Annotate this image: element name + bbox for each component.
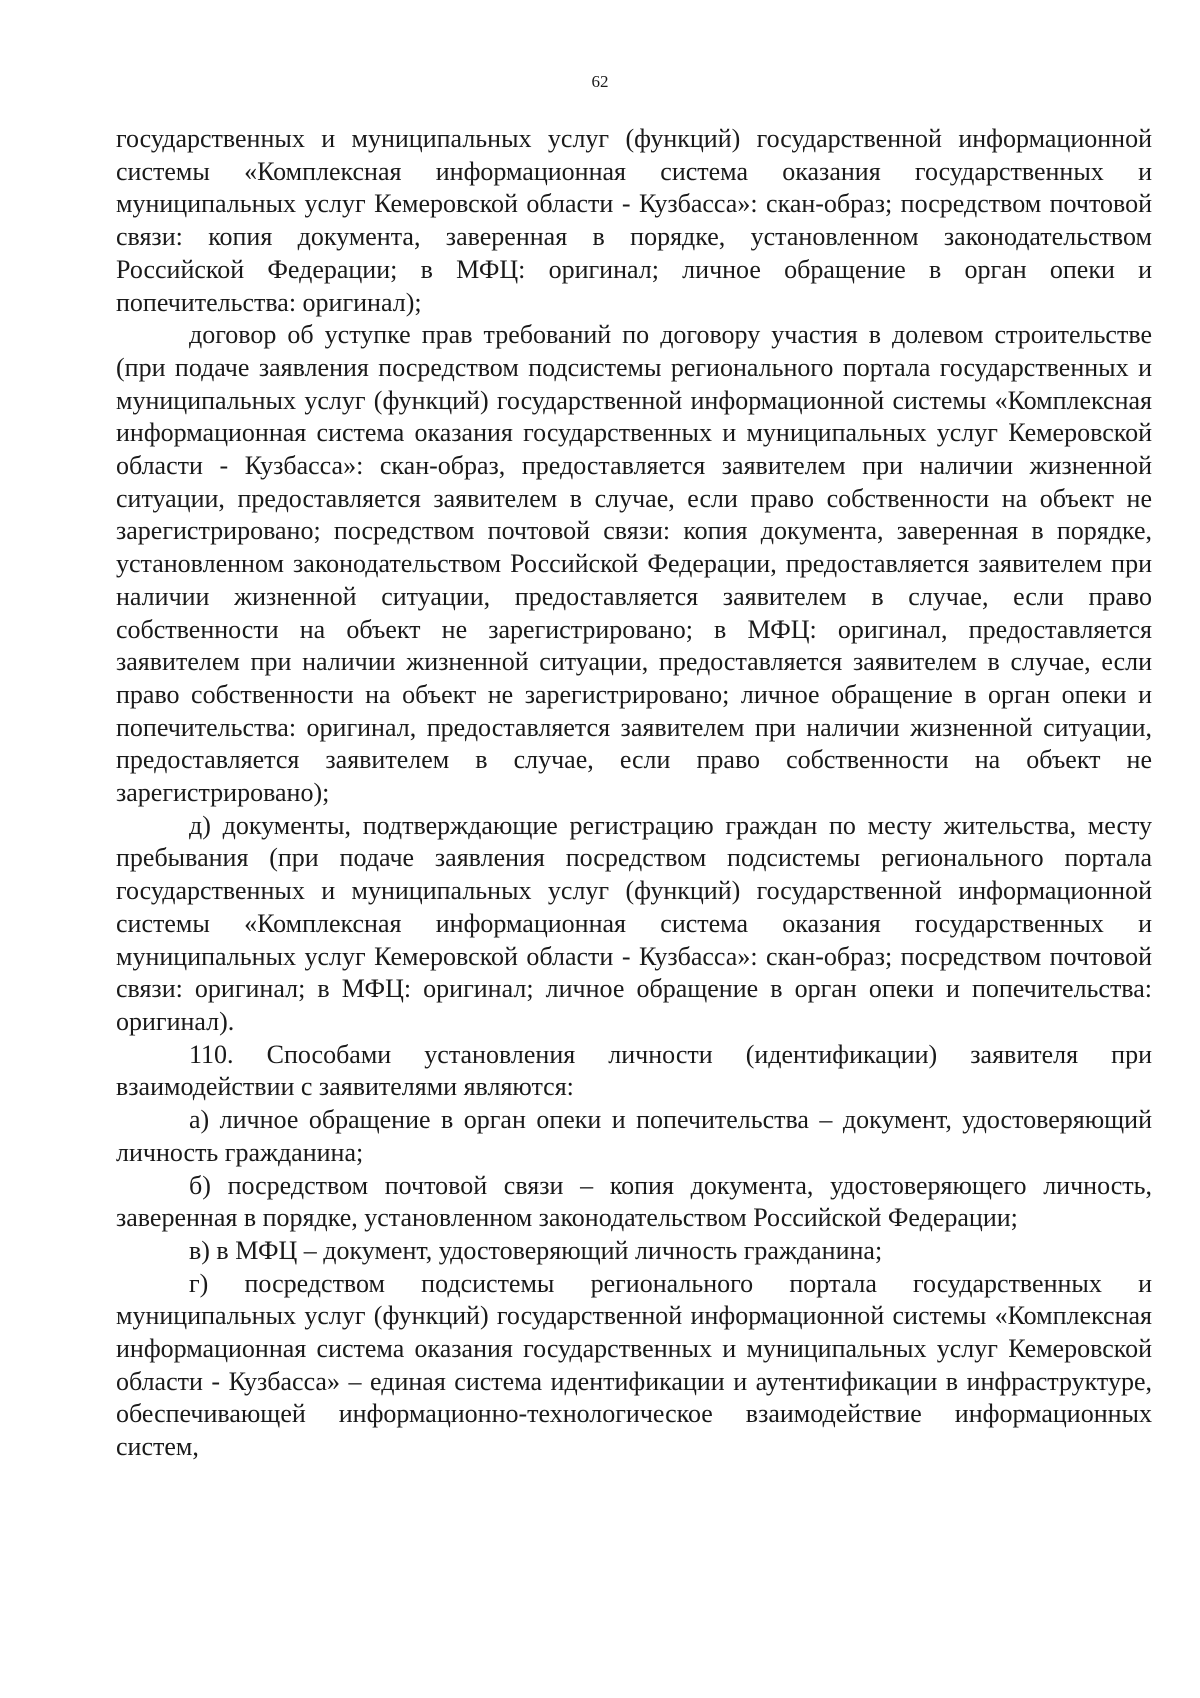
paragraph-item-a-personal-visit: а) личное обращение в орган опеки и попечительства – документ, удостоверяющий личность гражданина; <box>116 1105 1152 1167</box>
paragraph-continuation: государственных и муниципальных услуг (функций) государственной информационной системы «Комплексная информационная система оказания государственных и муниципальных услуг Кемеровской области - Кузбасса»: скан-образ; посредством почтовой связи: копия документа, заверенная в порядке, установленном законодательством Российской Федерации; в МФЦ: оригинал; личное обращение в орган опеки и попечительства: оригинал); <box>116 124 1152 317</box>
document-body <box>116 123 1152 1464</box>
paragraph-assignment-agreement: договор об уступке прав требований по договору участия в долевом строительстве (при подаче заявления посредством подсистемы регионального портала государственных и муниципальных услуг (функций) государственной информационной системы «Комплексная информационная система оказания государственных и муниципальных услуг Кемеровской области - Кузбасса»: скан-образ, предоставляется заявителем при наличии жизненной ситуации, предоставляется заявителем в случае, если право собственности на объект не зарегистрировано; посредством почтовой связи: копия документа, заверенная в порядке, установленном законодательством Российской Федерации, предоставляется заявителем при наличии жизненной ситуации, предоставляется заявителем в случае, если право собственности на объект не зарегистрировано; в МФЦ: оригинал, предоставляется заявителем при наличии жизненной ситуации, предоставляется заявителем в случае, если право собственности на объект не зарегистрировано; личное обращение в орган опеки и попечительства: оригинал, предоставляется заявителем при наличии жизненной ситуации, предоставляется заявителем в случае, если право собственности на объект не зарегистрировано); <box>116 320 1152 808</box>
paragraph-110-identification-methods: 110. Способами установления личности (идентификации) заявителя при взаимодействии с заявителями являются: <box>116 1039 1152 1102</box>
paragraph-item-d-registration-documents: д) документы, подтверждающие регистрацию граждан по месту жительства, месту пребывания (при подаче заявления посредством подсистемы регионального портала государственных и муниципальных услуг (функций) государственной информационной системы «Комплексная информационная система оказания государственных и муниципальных услуг Кемеровской области - Кузбасса»: скан-образ; посредством почтовой связи: оригинал; в МФЦ: оригинал; личное обращение в орган опеки и попечительства: оригинал). <box>116 810 1152 1036</box>
page-number: 62 <box>591 72 609 91</box>
paragraph-item-g-portal: г) посредством подсистемы регионального портала государственных и муниципальных услуг (функций) государственной информационной системы «Комплексная информационная система оказания государственных и муниципальных услуг Кемеровской области - Кузбасса» – единая система идентификации и аутентификации в инфраструктуре, обеспечивающей информационно-технологическое взаимодействие информационных систем, <box>116 1268 1152 1462</box>
paragraph-item-b-postal: б) посредством почтовой связи – копия документа, удостоверяющего личность, заверенная в порядке, установленном законодательством Российской Федерации; <box>116 1170 1152 1233</box>
paragraph-item-v-mfc: в) в МФЦ – документ, удостоверяющий личность гражданина; <box>189 1235 883 1265</box>
